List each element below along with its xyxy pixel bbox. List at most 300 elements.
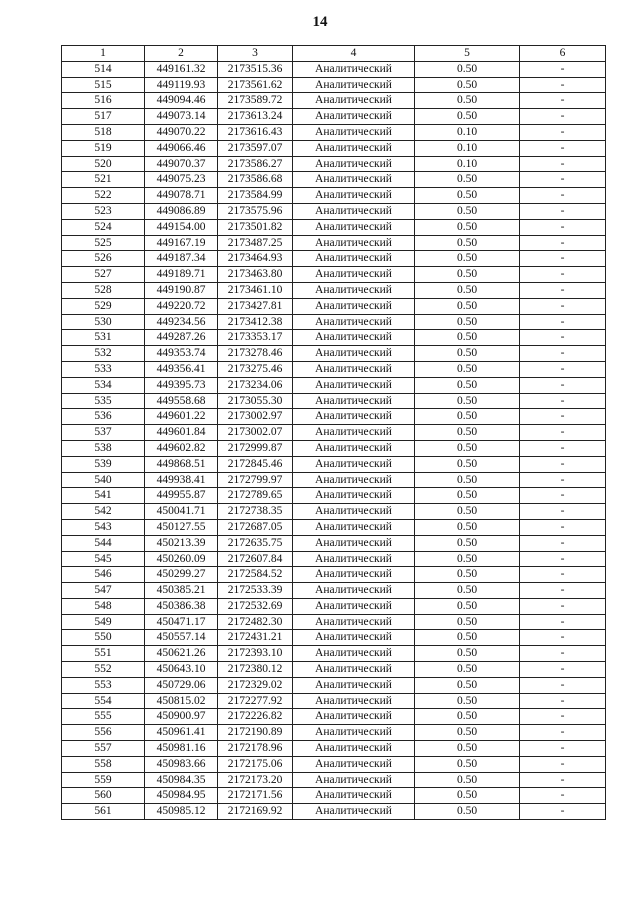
note-cell: - [520, 519, 606, 535]
accuracy-cell: 0.50 [415, 519, 520, 535]
note-cell: - [520, 235, 606, 251]
y-coordinate-cell: 2173501.82 [218, 219, 293, 235]
point-number-cell: 538 [62, 440, 145, 456]
table-row [62, 709, 606, 725]
y-coordinate-cell: 2173616.43 [218, 124, 293, 140]
x-coordinate-cell: 449234.56 [145, 314, 218, 330]
x-coordinate-cell: 449189.71 [145, 267, 218, 283]
y-coordinate-cell: 2172607.84 [218, 551, 293, 567]
header-col-2: 2 [145, 46, 218, 62]
accuracy-cell: 0.50 [415, 298, 520, 314]
method-cell: Аналитический [293, 267, 415, 283]
y-coordinate-cell: 2173412.38 [218, 314, 293, 330]
y-coordinate-cell: 2173487.25 [218, 235, 293, 251]
table-row [62, 361, 606, 377]
y-coordinate-cell: 2172190.89 [218, 725, 293, 741]
method-cell: Аналитический [293, 662, 415, 678]
x-coordinate-cell: 450557.14 [145, 630, 218, 646]
method-cell: Аналитический [293, 140, 415, 156]
x-coordinate-cell: 450041.71 [145, 504, 218, 520]
x-coordinate-cell: 450260.09 [145, 551, 218, 567]
table-row [62, 583, 606, 599]
point-number-cell: 528 [62, 282, 145, 298]
y-coordinate-cell: 2172999.87 [218, 440, 293, 456]
method-cell: Аналитический [293, 282, 415, 298]
x-coordinate-cell: 449154.00 [145, 219, 218, 235]
y-coordinate-cell: 2173278.46 [218, 346, 293, 362]
y-coordinate-cell: 2173561.62 [218, 77, 293, 93]
x-coordinate-cell: 449955.87 [145, 488, 218, 504]
x-coordinate-cell: 449167.19 [145, 235, 218, 251]
point-number-cell: 531 [62, 330, 145, 346]
note-cell: - [520, 709, 606, 725]
accuracy-cell: 0.50 [415, 583, 520, 599]
accuracy-cell: 0.50 [415, 756, 520, 772]
x-coordinate-cell: 450213.39 [145, 535, 218, 551]
method-cell: Аналитический [293, 519, 415, 535]
table-row [62, 393, 606, 409]
method-cell: Аналитический [293, 172, 415, 188]
accuracy-cell: 0.50 [415, 804, 520, 820]
x-coordinate-cell: 449938.41 [145, 472, 218, 488]
accuracy-cell: 0.50 [415, 725, 520, 741]
accuracy-cell: 0.50 [415, 93, 520, 109]
method-cell: Аналитический [293, 314, 415, 330]
y-coordinate-cell: 2173463.80 [218, 267, 293, 283]
x-coordinate-cell: 450299.27 [145, 567, 218, 583]
method-cell: Аналитический [293, 756, 415, 772]
x-coordinate-cell: 450985.12 [145, 804, 218, 820]
accuracy-cell: 0.50 [415, 346, 520, 362]
method-cell: Аналитический [293, 456, 415, 472]
method-cell: Аналитический [293, 693, 415, 709]
accuracy-cell: 0.50 [415, 61, 520, 77]
table-row [62, 567, 606, 583]
note-cell: - [520, 535, 606, 551]
method-cell: Аналитический [293, 393, 415, 409]
method-cell: Аналитический [293, 298, 415, 314]
accuracy-cell: 0.50 [415, 535, 520, 551]
note-cell: - [520, 804, 606, 820]
accuracy-cell: 0.50 [415, 456, 520, 472]
method-cell: Аналитический [293, 804, 415, 820]
table-row [62, 140, 606, 156]
table-body [62, 61, 606, 819]
method-cell: Аналитический [293, 203, 415, 219]
x-coordinate-cell: 449356.41 [145, 361, 218, 377]
point-number-cell: 521 [62, 172, 145, 188]
note-cell: - [520, 361, 606, 377]
point-number-cell: 526 [62, 251, 145, 267]
accuracy-cell: 0.50 [415, 614, 520, 630]
accuracy-cell: 0.50 [415, 662, 520, 678]
x-coordinate-cell: 449190.87 [145, 282, 218, 298]
note-cell: - [520, 488, 606, 504]
note-cell: - [520, 598, 606, 614]
x-coordinate-cell: 449086.89 [145, 203, 218, 219]
point-number-cell: 536 [62, 409, 145, 425]
method-cell: Аналитический [293, 219, 415, 235]
y-coordinate-cell: 2172738.35 [218, 504, 293, 520]
point-number-cell: 535 [62, 393, 145, 409]
y-coordinate-cell: 2172799.97 [218, 472, 293, 488]
point-number-cell: 515 [62, 77, 145, 93]
point-number-cell: 545 [62, 551, 145, 567]
point-number-cell: 558 [62, 756, 145, 772]
table-row [62, 219, 606, 235]
note-cell: - [520, 188, 606, 204]
table-row [62, 741, 606, 757]
point-number-cell: 537 [62, 425, 145, 441]
note-cell: - [520, 614, 606, 630]
accuracy-cell: 0.50 [415, 504, 520, 520]
method-cell: Аналитический [293, 709, 415, 725]
header-row [62, 46, 606, 62]
x-coordinate-cell: 449187.34 [145, 251, 218, 267]
point-number-cell: 518 [62, 124, 145, 140]
note-cell: - [520, 646, 606, 662]
table-row [62, 725, 606, 741]
method-cell: Аналитический [293, 725, 415, 741]
note-cell: - [520, 219, 606, 235]
note-cell: - [520, 583, 606, 599]
header-col-1: 1 [62, 46, 145, 62]
method-cell: Аналитический [293, 124, 415, 140]
x-coordinate-cell: 450127.55 [145, 519, 218, 535]
point-number-cell: 554 [62, 693, 145, 709]
table-row [62, 124, 606, 140]
table-row [62, 330, 606, 346]
accuracy-cell: 0.50 [415, 788, 520, 804]
point-number-cell: 525 [62, 235, 145, 251]
point-number-cell: 547 [62, 583, 145, 599]
table-row [62, 267, 606, 283]
x-coordinate-cell: 449070.37 [145, 156, 218, 172]
note-cell: - [520, 662, 606, 678]
point-number-cell: 532 [62, 346, 145, 362]
note-cell: - [520, 109, 606, 125]
point-number-cell: 529 [62, 298, 145, 314]
note-cell: - [520, 314, 606, 330]
y-coordinate-cell: 2172635.75 [218, 535, 293, 551]
y-coordinate-cell: 2172845.46 [218, 456, 293, 472]
accuracy-cell: 0.50 [415, 440, 520, 456]
y-coordinate-cell: 2172393.10 [218, 646, 293, 662]
accuracy-cell: 0.50 [415, 472, 520, 488]
method-cell: Аналитический [293, 646, 415, 662]
note-cell: - [520, 725, 606, 741]
accuracy-cell: 0.50 [415, 425, 520, 441]
note-cell: - [520, 567, 606, 583]
x-coordinate-cell: 449119.93 [145, 77, 218, 93]
accuracy-cell: 0.50 [415, 393, 520, 409]
point-number-cell: 555 [62, 709, 145, 725]
table-row [62, 77, 606, 93]
point-number-cell: 556 [62, 725, 145, 741]
x-coordinate-cell: 449558.68 [145, 393, 218, 409]
table-row [62, 346, 606, 362]
accuracy-cell: 0.50 [415, 251, 520, 267]
accuracy-cell: 0.10 [415, 140, 520, 156]
y-coordinate-cell: 2173002.97 [218, 409, 293, 425]
y-coordinate-cell: 2172171.56 [218, 788, 293, 804]
y-coordinate-cell: 2173597.07 [218, 140, 293, 156]
point-number-cell: 524 [62, 219, 145, 235]
y-coordinate-cell: 2172277.92 [218, 693, 293, 709]
point-number-cell: 522 [62, 188, 145, 204]
point-number-cell: 520 [62, 156, 145, 172]
accuracy-cell: 0.50 [415, 693, 520, 709]
table-row [62, 203, 606, 219]
table-row [62, 598, 606, 614]
method-cell: Аналитический [293, 425, 415, 441]
accuracy-cell: 0.50 [415, 567, 520, 583]
y-coordinate-cell: 2173234.06 [218, 377, 293, 393]
table-row [62, 93, 606, 109]
method-cell: Аналитический [293, 109, 415, 125]
x-coordinate-cell: 449601.22 [145, 409, 218, 425]
method-cell: Аналитический [293, 61, 415, 77]
header-col-6: 6 [520, 46, 606, 62]
note-cell: - [520, 61, 606, 77]
accuracy-cell: 0.50 [415, 709, 520, 725]
table-row [62, 614, 606, 630]
note-cell: - [520, 456, 606, 472]
point-number-cell: 546 [62, 567, 145, 583]
table-row [62, 456, 606, 472]
note-cell: - [520, 551, 606, 567]
note-cell: - [520, 772, 606, 788]
point-number-cell: 561 [62, 804, 145, 820]
note-cell: - [520, 77, 606, 93]
point-number-cell: 542 [62, 504, 145, 520]
y-coordinate-cell: 2173584.99 [218, 188, 293, 204]
method-cell: Аналитический [293, 361, 415, 377]
table-row [62, 804, 606, 820]
y-coordinate-cell: 2173464.93 [218, 251, 293, 267]
point-number-cell: 530 [62, 314, 145, 330]
table-row [62, 440, 606, 456]
point-number-cell: 553 [62, 677, 145, 693]
x-coordinate-cell: 450471.17 [145, 614, 218, 630]
note-cell: - [520, 203, 606, 219]
note-cell: - [520, 298, 606, 314]
x-coordinate-cell: 449868.51 [145, 456, 218, 472]
point-number-cell: 519 [62, 140, 145, 156]
y-coordinate-cell: 2173613.24 [218, 109, 293, 125]
table-row [62, 519, 606, 535]
y-coordinate-cell: 2173461.10 [218, 282, 293, 298]
table-row [62, 61, 606, 77]
note-cell: - [520, 267, 606, 283]
note-cell: - [520, 409, 606, 425]
x-coordinate-cell: 449078.71 [145, 188, 218, 204]
note-cell: - [520, 124, 606, 140]
y-coordinate-cell: 2172169.92 [218, 804, 293, 820]
table-header [62, 46, 606, 62]
method-cell: Аналитический [293, 741, 415, 757]
note-cell: - [520, 330, 606, 346]
method-cell: Аналитический [293, 156, 415, 172]
table-row [62, 172, 606, 188]
y-coordinate-cell: 2172329.02 [218, 677, 293, 693]
accuracy-cell: 0.50 [415, 677, 520, 693]
note-cell: - [520, 440, 606, 456]
table-row [62, 235, 606, 251]
note-cell: - [520, 393, 606, 409]
point-number-cell: 516 [62, 93, 145, 109]
method-cell: Аналитический [293, 788, 415, 804]
point-number-cell: 548 [62, 598, 145, 614]
accuracy-cell: 0.50 [415, 772, 520, 788]
method-cell: Аналитический [293, 93, 415, 109]
x-coordinate-cell: 449220.72 [145, 298, 218, 314]
x-coordinate-cell: 449353.74 [145, 346, 218, 362]
note-cell: - [520, 156, 606, 172]
point-number-cell: 541 [62, 488, 145, 504]
point-number-cell: 533 [62, 361, 145, 377]
y-coordinate-cell: 2173575.96 [218, 203, 293, 219]
x-coordinate-cell: 450961.41 [145, 725, 218, 741]
table-row [62, 409, 606, 425]
table-row [62, 630, 606, 646]
y-coordinate-cell: 2172175.06 [218, 756, 293, 772]
accuracy-cell: 0.50 [415, 361, 520, 377]
table-row [62, 298, 606, 314]
method-cell: Аналитический [293, 235, 415, 251]
note-cell: - [520, 472, 606, 488]
accuracy-cell: 0.50 [415, 314, 520, 330]
table-row [62, 314, 606, 330]
x-coordinate-cell: 450983.66 [145, 756, 218, 772]
point-number-cell: 552 [62, 662, 145, 678]
y-coordinate-cell: 2173515.36 [218, 61, 293, 77]
point-number-cell: 559 [62, 772, 145, 788]
y-coordinate-cell: 2172789.65 [218, 488, 293, 504]
accuracy-cell: 0.50 [415, 109, 520, 125]
y-coordinate-cell: 2172533.39 [218, 583, 293, 599]
header-col-4: 4 [293, 46, 415, 62]
table-row [62, 488, 606, 504]
note-cell: - [520, 93, 606, 109]
header-col-5: 5 [415, 46, 520, 62]
point-number-cell: 539 [62, 456, 145, 472]
accuracy-cell: 0.50 [415, 235, 520, 251]
note-cell: - [520, 504, 606, 520]
method-cell: Аналитический [293, 472, 415, 488]
table-row [62, 188, 606, 204]
note-cell: - [520, 741, 606, 757]
y-coordinate-cell: 2173586.68 [218, 172, 293, 188]
x-coordinate-cell: 450900.97 [145, 709, 218, 725]
y-coordinate-cell: 2172178.96 [218, 741, 293, 757]
point-number-cell: 540 [62, 472, 145, 488]
note-cell: - [520, 140, 606, 156]
accuracy-cell: 0.50 [415, 188, 520, 204]
method-cell: Аналитический [293, 677, 415, 693]
point-number-cell: 557 [62, 741, 145, 757]
y-coordinate-cell: 2172482.30 [218, 614, 293, 630]
note-cell: - [520, 282, 606, 298]
method-cell: Аналитический [293, 772, 415, 788]
y-coordinate-cell: 2173586.27 [218, 156, 293, 172]
note-cell: - [520, 677, 606, 693]
accuracy-cell: 0.50 [415, 377, 520, 393]
method-cell: Аналитический [293, 377, 415, 393]
x-coordinate-cell: 450815.02 [145, 693, 218, 709]
point-number-cell: 560 [62, 788, 145, 804]
x-coordinate-cell: 450621.26 [145, 646, 218, 662]
y-coordinate-cell: 2172380.12 [218, 662, 293, 678]
table-row [62, 251, 606, 267]
coordinates-table [61, 45, 606, 820]
accuracy-cell: 0.50 [415, 409, 520, 425]
accuracy-cell: 0.50 [415, 203, 520, 219]
table-row [62, 377, 606, 393]
x-coordinate-cell: 449395.73 [145, 377, 218, 393]
x-coordinate-cell: 450386.38 [145, 598, 218, 614]
table-row [62, 425, 606, 441]
y-coordinate-cell: 2173055.30 [218, 393, 293, 409]
note-cell: - [520, 630, 606, 646]
point-number-cell: 514 [62, 61, 145, 77]
method-cell: Аналитический [293, 583, 415, 599]
x-coordinate-cell: 449601.84 [145, 425, 218, 441]
y-coordinate-cell: 2173353.17 [218, 330, 293, 346]
method-cell: Аналитический [293, 630, 415, 646]
table-row [62, 756, 606, 772]
point-number-cell: 550 [62, 630, 145, 646]
method-cell: Аналитический [293, 188, 415, 204]
x-coordinate-cell: 449066.46 [145, 140, 218, 156]
table-row [62, 788, 606, 804]
y-coordinate-cell: 2172532.69 [218, 598, 293, 614]
note-cell: - [520, 172, 606, 188]
x-coordinate-cell: 450643.10 [145, 662, 218, 678]
table-row [62, 472, 606, 488]
point-number-cell: 543 [62, 519, 145, 535]
method-cell: Аналитический [293, 77, 415, 93]
method-cell: Аналитический [293, 251, 415, 267]
accuracy-cell: 0.50 [415, 488, 520, 504]
method-cell: Аналитический [293, 504, 415, 520]
x-coordinate-cell: 450385.21 [145, 583, 218, 599]
accuracy-cell: 0.50 [415, 77, 520, 93]
point-number-cell: 534 [62, 377, 145, 393]
y-coordinate-cell: 2172431.21 [218, 630, 293, 646]
accuracy-cell: 0.50 [415, 741, 520, 757]
x-coordinate-cell: 449070.22 [145, 124, 218, 140]
accuracy-cell: 0.50 [415, 267, 520, 283]
y-coordinate-cell: 2172173.20 [218, 772, 293, 788]
accuracy-cell: 0.50 [415, 172, 520, 188]
accuracy-cell: 0.50 [415, 330, 520, 346]
y-coordinate-cell: 2172226.82 [218, 709, 293, 725]
page-number: 14 [312, 14, 328, 30]
table-row [62, 693, 606, 709]
point-number-cell: 549 [62, 614, 145, 630]
y-coordinate-cell: 2173589.72 [218, 93, 293, 109]
table-row [62, 646, 606, 662]
table-row [62, 156, 606, 172]
table-row [62, 662, 606, 678]
accuracy-cell: 0.50 [415, 551, 520, 567]
table-row [62, 504, 606, 520]
table-row [62, 551, 606, 567]
table-row [62, 772, 606, 788]
note-cell: - [520, 346, 606, 362]
method-cell: Аналитический [293, 535, 415, 551]
